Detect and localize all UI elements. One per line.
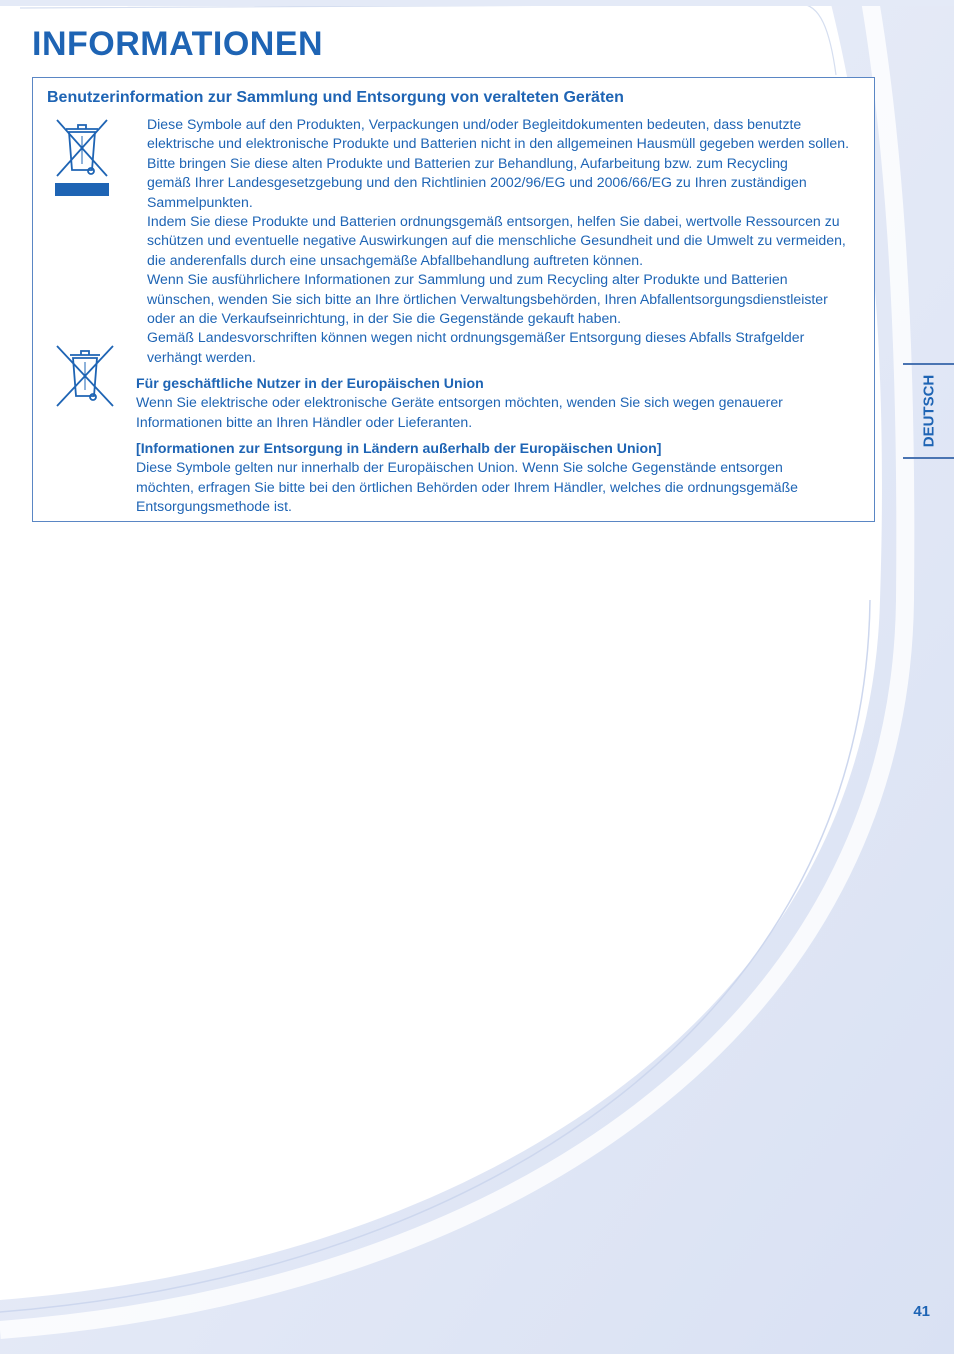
non-eu-section <box>136 439 866 517</box>
text-line: oder an die Verkaufseinrichtung, in der Sie die Gegenstände gekauft haben. <box>147 310 622 327</box>
crossed-out-wheelie-bin-icon <box>53 342 117 410</box>
text-line: wünschen, wenden Sie sich bitte an Ihre örtlichen Verwaltungsbehörden, Ihren Abfallentsorgungsdienstleister <box>147 290 828 307</box>
text-line: Entsorgungsmethode ist. <box>136 498 292 515</box>
page-number: 41 <box>913 1303 930 1320</box>
text-line: die anderenfalls durch eine unsachgemäße Abfallbehandlung auftreten können. <box>147 251 643 268</box>
text-line: Diese Symbole gelten nur innerhalb der Europäischen Union. Wenn Sie solche Gegenstände entsorgen <box>136 459 783 476</box>
page-title: INFORMATIONEN <box>32 25 324 63</box>
text-line: Indem Sie diese Produkte und Batterien ordnungsgemäß entsorgen, helfen Sie dabei, wertvolle Ressourcen zu <box>147 213 840 230</box>
text-line: Informationen bitte an Ihren Händler oder Lieferanten. <box>136 413 473 430</box>
info-box-heading: Benutzerinformation zur Sammlung und Entsorgung von veralteten Geräten <box>47 89 624 106</box>
language-tab-label: DEUTSCH <box>920 374 937 448</box>
business-users-title: Für geschäftliche Nutzer in der Europäischen Union <box>136 375 484 391</box>
text-line: möchten, erfragen Sie bitte bei den örtlichen Behörden oder Ihrem Händler, welches die ordnungsgemäße <box>136 478 799 495</box>
text-line: Gemäß Landesvorschriften können wegen nicht ordnungsgemäßer Entsorgung dieses Abfalls Strafgelder <box>147 329 805 346</box>
text-line: gemäß Ihrer Landesgesetzgebung und den Richtlinien 2002/96/EG und 2006/66/EG zu Ihren zuständigen <box>147 174 807 191</box>
text-line: schützen und eventuelle negative Auswirkungen auf die menschliche Gesundheit und die Umwelt zu vermeiden, <box>147 232 846 249</box>
text-line: Bitte bringen Sie diese alten Produkte und Batterien zur Behandlung, Aufarbeitung bzw. zum Recycling <box>147 154 788 171</box>
non-eu-title: [Informationen zur Entsorgung in Ländern außerhalb der Europäischen Union] <box>136 440 662 456</box>
text-line: verhängt werden. <box>147 348 256 365</box>
business-users-section <box>136 374 866 432</box>
text-line: elektrische und elektronische Produkte und Batterien nicht in den allgemeinen Hausmüll gegeben werden sollen. <box>147 135 849 152</box>
text-line: Wenn Sie elektrische oder elektronische Geräte entsorgen möchten, wenden Sie sich wegen genauerer <box>136 394 783 411</box>
language-tab <box>903 363 954 459</box>
disposal-info-box <box>32 77 875 522</box>
text-line: Wenn Sie ausführlichere Informationen zur Sammlung und zum Recycling alter Produkte und Batterien <box>147 271 788 288</box>
text-line: Sammelpunkten. <box>147 193 253 210</box>
text-line: Diese Symbole auf den Produkten, Verpackungen und/oder Begleitdokumenten bedeuten, dass benutzte <box>147 116 802 132</box>
crossed-out-wheelie-bin-with-bar-icon <box>53 116 111 200</box>
disposal-main-text <box>147 115 873 367</box>
